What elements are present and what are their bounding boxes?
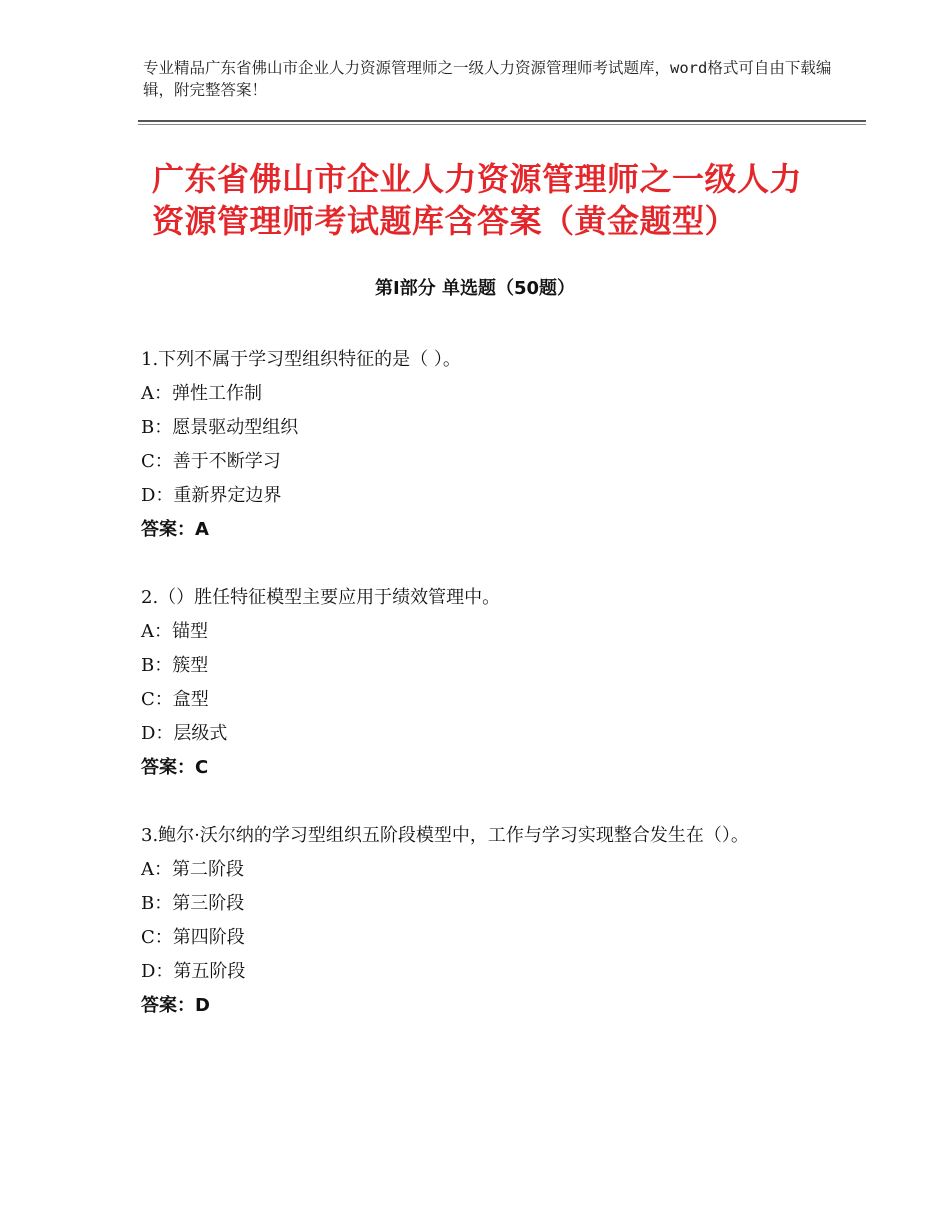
header-divider-thin — [138, 124, 866, 125]
question-list — [141, 343, 801, 1057]
option-d: D：重新界定边界 — [141, 485, 282, 506]
option-c: C：善于不断学习 — [141, 451, 281, 472]
section-heading: 第Ⅰ部分 单选题（50题） — [374, 278, 575, 299]
option-d: D：第五阶段 — [141, 961, 246, 982]
header-divider-thick — [138, 120, 866, 122]
option-a: A：锚型 — [141, 621, 208, 642]
question-stem: 3.鲍尔·沃尔纳的学习型组织五阶段模型中，工作与学习实现整合发生在（）。 — [141, 825, 749, 846]
question-stem: 1.下列不属于学习型组织特征的是（ ）。 — [141, 349, 461, 370]
question-1 — [141, 343, 801, 547]
option-b: B：簇型 — [141, 655, 209, 676]
option-a: A：弹性工作制 — [141, 383, 262, 404]
option-b: B：第三阶段 — [141, 893, 245, 914]
question-stem: 2.（）胜任特征模型主要应用于绩效管理中。 — [141, 587, 501, 608]
header-note: 专业精品广东省佛山市企业人力资源管理师之一级人力资源管理师考试题库，word格式可自由下载编辑，附完整答案！ — [143, 59, 832, 99]
answer-line: 答案：A — [141, 519, 209, 540]
answer-line: 答案：C — [141, 757, 209, 778]
option-c: C：第四阶段 — [141, 927, 245, 948]
answer-line: 答案：D — [141, 995, 210, 1016]
question-2 — [141, 581, 801, 785]
question-3 — [141, 819, 801, 1023]
option-a: A：第二阶段 — [141, 859, 244, 880]
option-c: C：盒型 — [141, 689, 209, 710]
document-title: 广东省佛山市企业人力资源管理师之一级人力资源管理师考试题库含答案（黄金题型） — [152, 160, 803, 240]
option-d: D：层级式 — [141, 723, 228, 744]
option-b: B：愿景驱动型组织 — [141, 417, 299, 438]
